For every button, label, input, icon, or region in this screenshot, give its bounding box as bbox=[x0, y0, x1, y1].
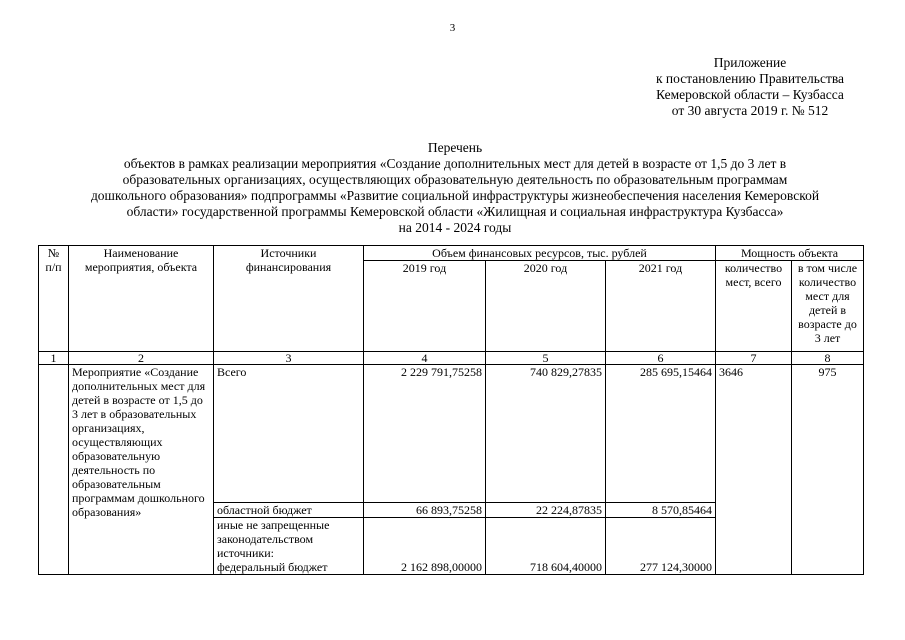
places-children-cell: 975 bbox=[792, 365, 864, 575]
column-number: 8 bbox=[792, 352, 864, 365]
value-2019: 2 162 898,00000 bbox=[364, 518, 486, 575]
value-2020: 718 604,40000 bbox=[486, 518, 606, 575]
source-cell: Всего bbox=[214, 365, 364, 503]
header-source: Источники финансирования bbox=[214, 246, 364, 352]
value-2021: 277 124,30000 bbox=[606, 518, 716, 575]
header-places-children: в том числе количество мест для детей в возрасте до 3 лет bbox=[792, 261, 864, 352]
title-line: дошкольного образования» подпрограммы «Развитие социальной инфраструктуры жизнеобеспечения населения Кемеровской bbox=[90, 188, 820, 203]
value-2019: 2 229 791,75258 bbox=[364, 365, 486, 503]
document-title bbox=[40, 140, 870, 236]
column-number: 4 bbox=[364, 352, 486, 365]
page-number: 3 bbox=[449, 22, 456, 34]
column-number: 2 bbox=[69, 352, 214, 365]
objects-table bbox=[38, 245, 864, 575]
value-2020: 22 224,87835 bbox=[486, 503, 606, 518]
event-name-cell: Мероприятие «Создание дополнительных мест для детей в возрасте от 1,5 до 3 лет в образовательных организациях, осуществляющих образовательную деятельность по образовательным программам дошкольного образования» bbox=[69, 365, 214, 575]
value-2020: 740 829,27835 bbox=[486, 365, 606, 503]
source-text: иные не запрещенные законодательством источники: bbox=[217, 518, 330, 560]
appendix-line: к постановлению Правительства bbox=[655, 71, 845, 86]
header-num: № п/п bbox=[39, 246, 69, 352]
title-line: объектов в рамках реализации мероприятия «Создание дополнительных мест для детей в возрасте от 1,5 до 3 лет в bbox=[123, 156, 787, 171]
value-2019: 66 893,75258 bbox=[364, 503, 486, 518]
appendix-block bbox=[600, 55, 900, 119]
appendix-line: от 30 августа 2019 г. № 512 bbox=[671, 103, 829, 118]
column-number-row bbox=[39, 352, 864, 365]
title-line: на 2014 - 2024 годы bbox=[398, 220, 512, 235]
header-capacity: Мощность объекта bbox=[716, 246, 864, 261]
header-places-total: количество мест, всего bbox=[716, 261, 792, 352]
source-text: федеральный бюджет bbox=[217, 560, 328, 574]
column-number: 3 bbox=[214, 352, 364, 365]
header-year-2020: 2020 год bbox=[486, 261, 606, 352]
header-row bbox=[39, 246, 864, 261]
places-total-cell: 3646 bbox=[716, 365, 792, 575]
value-2021: 8 570,85464 bbox=[606, 503, 716, 518]
appendix-line: Кемеровской области – Кузбасса bbox=[656, 87, 844, 102]
column-number: 1 bbox=[39, 352, 69, 365]
title-line: образовательных организациях, осуществляющих образовательную деятельность по образовательным программам bbox=[122, 172, 788, 187]
appendix-line: Приложение bbox=[713, 55, 787, 70]
column-number: 6 bbox=[606, 352, 716, 365]
header-year-2019: 2019 год bbox=[364, 261, 486, 352]
title-line: области» государственной программы Кемеровской области «Жилищная и социальная инфраструктура Кузбасса» bbox=[126, 204, 784, 219]
header-volume: Объем финансовых ресурсов, тыс. рублей bbox=[364, 246, 716, 261]
table-row bbox=[39, 365, 864, 503]
column-number: 7 bbox=[716, 352, 792, 365]
header-name: Наименование мероприятия, объекта bbox=[69, 246, 214, 352]
header-year-2021: 2021 год bbox=[606, 261, 716, 352]
source-cell bbox=[214, 518, 364, 575]
source-cell: областной бюджет bbox=[214, 503, 364, 518]
title-heading: Перечень bbox=[427, 140, 483, 155]
column-number: 5 bbox=[486, 352, 606, 365]
row-num-cell bbox=[39, 365, 69, 575]
value-2021: 285 695,15464 bbox=[606, 365, 716, 503]
